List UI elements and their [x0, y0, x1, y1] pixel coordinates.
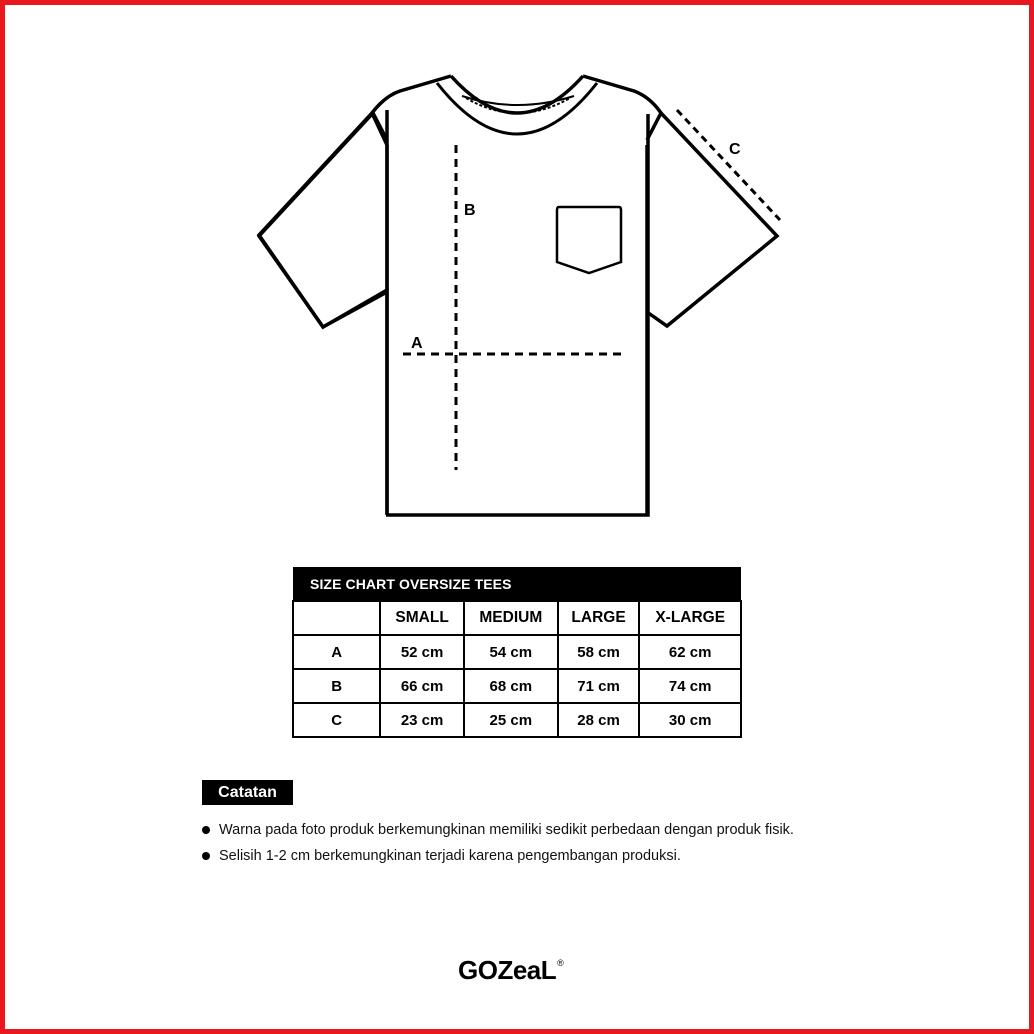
table-cell: 25 cm [464, 703, 558, 737]
table-cell: 71 cm [558, 669, 640, 703]
size-chart-header-row [293, 601, 741, 635]
tshirt-shoulder-line [372, 76, 661, 113]
tshirt-left-sleeve [259, 113, 387, 327]
column-header-empty [293, 601, 380, 635]
brand-logo [458, 955, 563, 986]
table-cell: 68 cm [464, 669, 558, 703]
note-text: Warna pada foto produk berkemungkinan memiliki sedikit perbedaan dengan produk fisik. [219, 822, 794, 838]
table-cell: 54 cm [464, 635, 558, 669]
brand-name: GOZeaL [458, 955, 557, 985]
row-label: C [293, 703, 380, 737]
size-chart-table [292, 567, 742, 738]
row-label: B [293, 669, 380, 703]
row-label: A [293, 635, 380, 669]
dimension-label-b: B [464, 202, 476, 219]
table-cell: 23 cm [380, 703, 464, 737]
bullet-icon [202, 852, 210, 860]
size-chart-title: SIZE CHART OVERSIZE TEES [293, 567, 741, 601]
table-cell: 74 cm [639, 669, 741, 703]
table-cell: 28 cm [558, 703, 640, 737]
table-row [293, 703, 741, 737]
list-item [200, 817, 794, 843]
table-row [293, 635, 741, 669]
tshirt-pocket [557, 207, 621, 273]
notes-title-badge: Catatan [202, 780, 293, 805]
column-header-small: SMALL [380, 601, 464, 635]
table-cell: 62 cm [639, 635, 741, 669]
dimension-label-a: A [411, 335, 423, 352]
registered-mark: ® [557, 958, 564, 968]
column-header-xlarge: X-LARGE [639, 601, 741, 635]
note-text: Selisih 1-2 cm berkemungkinan terjadi karena pengembangan produksi. [219, 848, 681, 864]
table-cell: 30 cm [639, 703, 741, 737]
dimension-line-c [677, 110, 780, 220]
size-chart-title-row [293, 567, 741, 601]
notes-list [200, 817, 794, 869]
column-header-large: LARGE [558, 601, 640, 635]
table-cell: 66 cm [380, 669, 464, 703]
tshirt-collar-inner [437, 83, 597, 134]
tshirt-right-sleeve [647, 113, 777, 326]
table-row [293, 669, 741, 703]
table-cell: 52 cm [380, 635, 464, 669]
list-item [200, 843, 794, 869]
bullet-icon [202, 826, 210, 834]
column-header-medium: MEDIUM [464, 601, 558, 635]
tshirt-body [386, 114, 648, 515]
tshirt-collar-outer [451, 76, 583, 113]
dimension-label-c: C [729, 141, 741, 158]
table-cell: 58 cm [558, 635, 640, 669]
